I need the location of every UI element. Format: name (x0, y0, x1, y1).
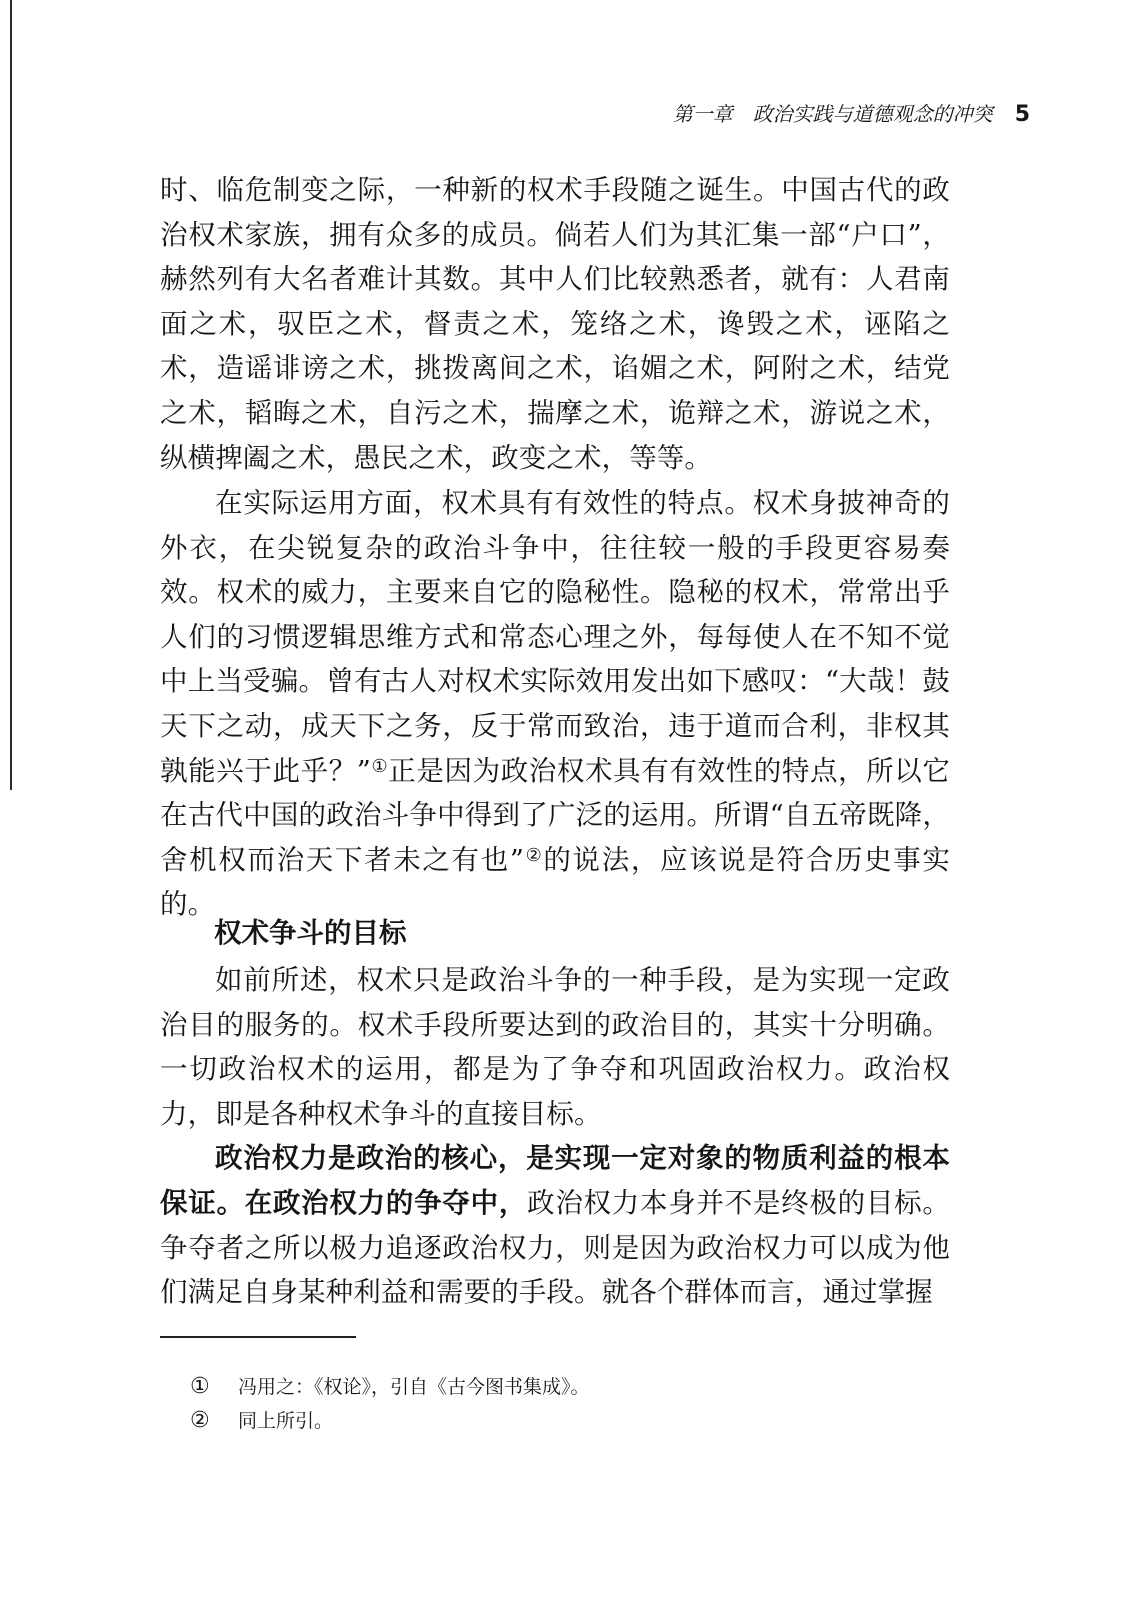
header-title: 政治实践与道德观念的冲突 (752, 102, 993, 126)
footnotes (190, 1370, 890, 1438)
paragraph-2-part-b: 正是因为政治权术具有有效性的特点，所以它在古代中国的政治斗争中得到了广泛的运用。所谓“自五帝既降，舍机权而治天下者未之有也” (160, 754, 950, 876)
footnote-1 (190, 1370, 890, 1404)
paragraph-4-rest: 政治权力本身并不是终极的目标。争夺者之所以极力追逐政治权力，则是因为政治权力可以成为他们满足自身某种利益和需要的手段。就各个群体而言，通过掌握 (160, 1186, 950, 1309)
section-heading: 权术争斗的目标 (214, 917, 407, 949)
text-block-2 (160, 481, 950, 927)
footnote-separator (160, 1336, 356, 1338)
paragraph-1: 时、临危制变之际，一种新的权术手段随之诞生。中国古代的政治权术家族，拥有众多的成员。倘若人们为其汇集一部“户口”，赫然列有大名者难计其数。其中人们比较熟悉者，就有：人君南面之术，驭臣之术，督责之术，笼络之术，谗毁之术，诬陷之术，造谣诽谤之术，挑拨离间之术，谄媚之术，阿附之术，结党之术，韬晦之术，自污之术，揣摩之术，诡辩之术，游说之术，纵横捭阖之术，愚民之术，政变之术，等等。 (160, 174, 950, 474)
running-header (560, 96, 1030, 132)
paragraph-4-bold: 政治权力是政治的核心，是实现一定对象的物质利益的根本保证。在政治权力的争夺中， (160, 1142, 950, 1219)
paragraph-2-part-c: 的说法，应该说是符合历史事实的。 (160, 843, 951, 921)
footnote-ref-1: ① (370, 755, 389, 777)
footnote-2-mark: ② (190, 1408, 210, 1433)
text-block-1 (160, 168, 950, 480)
paragraph-2-part-a: 在实际运用方面，权术具有有效性的特点。权术身披神奇的外衣，在尖锐复杂的政治斗争中，往往较一般的手段更容易奏效。权术的威力，主要来自它的隐秘性。隐秘的权术，常常出乎人们的习惯逻辑思维方式和常态心理之外，每每使人在不知不觉中上当受骗。曾有古人对权术实际效用发出如下感叹：“大哉！鼓天下之动，成天下之务，反于常而致治，违于道而合利，非权其孰能兴于此乎？” (160, 487, 950, 787)
footnote-ref-2: ② (524, 844, 544, 866)
header-chapter: 第一章 (672, 102, 733, 126)
paragraph-4 (160, 1136, 950, 1314)
footnote-2-text: 同上所引。 (238, 1410, 334, 1432)
page-edge-rule (10, 0, 12, 790)
footnote-2 (190, 1404, 890, 1438)
paragraph-3: 如前所述，权术只是政治斗争的一种手段，是为实现一定政治目的服务的。权术手段所要达到的政治目的，其实十分明确。一切政治权术的运用，都是为了争夺和巩固政治权力。政治权力，即是各种权术争斗的直接目标。 (160, 964, 950, 1130)
text-block-3 (160, 958, 950, 1315)
footnote-1-mark: ① (190, 1374, 210, 1399)
footnote-1-text: 冯用之：《权论》，引自《古今图书集成》。 (238, 1376, 590, 1398)
page-number: 5 (1014, 102, 1030, 127)
paragraph-2 (160, 481, 950, 927)
